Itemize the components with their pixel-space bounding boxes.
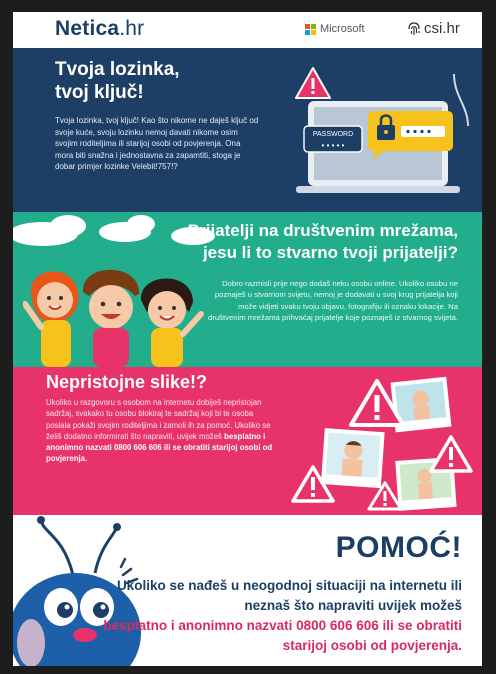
password-mask: • • • • • [321,141,345,150]
warning-photos-illustration [285,375,480,515]
warning-icon [431,437,471,471]
photo-frame [321,428,385,488]
password-title: Tvoja lozinka, tvoj ključ! [55,59,180,103]
laptop-password-illustration [268,56,478,206]
warning-icon [296,68,330,98]
images-body: Ukoliko u razgovoru s osobom na internetu dobiješ nepristojan sadržaj, svakako tu osobu blokiraj te sadržaj koji bi te osoba poslala pokaži svojim roditeljima i zamoli ih za pomoć. Ukoliko se želiš dodatno informirati što napraviti, uvijek možeš besplatno i anonimno nazvati 0800 606 606 ili se obratiti starijoj osobi od povjerenja. [46,398,273,464]
csi-logo: csi.hr [407,20,460,37]
help-section [13,515,482,666]
children-illustration [23,252,213,367]
password-label: PASSWORD [312,131,354,138]
friends-body: Dobro razmisli prije nego dodaš neku osobu online. Ukoliko osobu ne poznaješ u stvarnom svijetu, nemoj je dodavati u svoj krug prijatelja koji može vidjeti svaku tvoju objavu, fotografiju ili oznaku lokacije. Na društvenim mrežama prihvaćaj prijatelje koje poznaješ iz stvarnog svijeta. [208,279,458,322]
password-body: Tvoja lozinka, tvoj ključ! Kao što nikome ne daješ ključ od svoje kuće, svoju lozinku nemoj davati nikome osim svojim roditeljima ili starijoj osobi od povjerenja. Ona mora biti snažna i jednostavna za zapamtiti, stoga je dobar primjer lozinke Velebit!757!? [55,116,259,172]
help-title: POMOĆ! [335,531,462,564]
netica-logo: Netica.hr [55,17,145,40]
images-title: Nepristojne slike!? [46,372,208,392]
infographic-poster [13,12,482,666]
images-section [13,367,482,515]
helpline-text: besplatno i anonimno nazvati 0800 606 606 ili se obratiti starijoj osobi od povjerenja. [46,431,273,464]
help-helpline-text: besplatno i anonimno nazvati 0800 606 606 ili se obratiti starijoj osobi od povjerenja. [103,618,462,653]
header [13,12,482,48]
friends-section [13,212,482,367]
password-section [13,48,482,212]
fingerprint-icon [407,21,421,37]
microsoft-logo: Microsoft [305,23,365,35]
help-text-line1: Ukoliko se nađeš u neogodnoj situaciji na internetu ili neznaš što napraviti uvijek možeš [116,578,462,613]
friends-title: Prijatelji na društvenim mrežama, jesu li to stvarno tvoji prijatelji? [187,221,458,262]
microsoft-grid-icon [305,24,316,35]
